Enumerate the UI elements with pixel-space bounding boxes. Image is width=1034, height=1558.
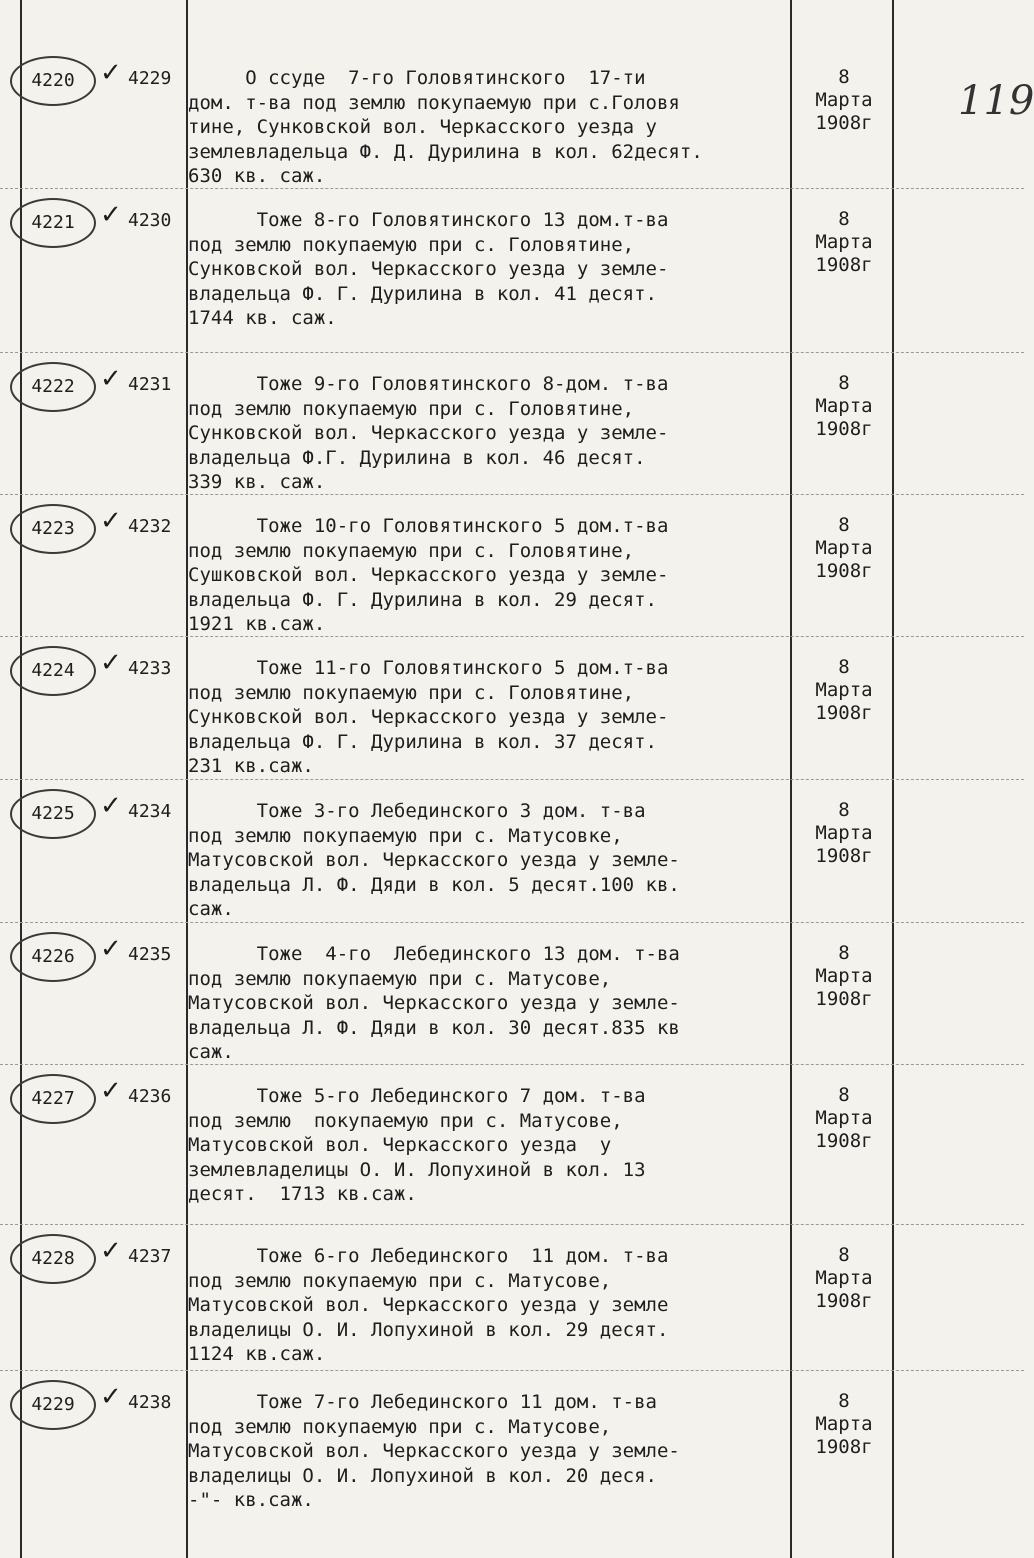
ledger-entry — [0, 1230, 1024, 1370]
ledger-entry — [0, 928, 1024, 1068]
entry-date-month: Марта — [815, 1413, 873, 1435]
entry-date-year: 1908г — [815, 988, 873, 1010]
entry-text-line: под землю покупаемую при с. Матусове, — [188, 1415, 612, 1438]
entry-number: 4237 — [128, 1246, 172, 1267]
entry-date-year: 1908г — [815, 1290, 873, 1312]
entry-text — [188, 1390, 790, 1513]
ledger-entry — [0, 1376, 1024, 1516]
entry-text — [188, 372, 790, 495]
entry-text — [188, 514, 790, 637]
entry-text-line: Сунковской вол. Черкасского уезда у земле- — [188, 258, 669, 280]
entry-date-day: 8 — [838, 942, 850, 964]
entry-date-day: 8 — [838, 656, 850, 678]
entry-number-circled: 4226 — [10, 932, 96, 982]
entry-text-line: владельца Л. Ф. Дяди в кол. 30 десят.835 кв — [188, 1016, 680, 1039]
entry-text-line: Тоже 9-го Головятинского 8-дом. т-ва — [188, 373, 669, 395]
entry-text-line: владельца Ф.Г. Дурилина в кол. 46 десят. — [188, 446, 646, 469]
entry-text-line: Матусовской вол. Черкасского уезда у земле- — [188, 1440, 680, 1462]
entry-text-line: Матусовской вол. Черкасского уезда у — [188, 1134, 612, 1156]
entry-text-line: Тоже 7-го Лебединского 11 дом. т-ва — [188, 1391, 657, 1413]
checkmark-icon: ✓ — [100, 791, 122, 821]
entry-date — [796, 66, 892, 135]
entry-number-circled: 4229 — [10, 1380, 96, 1430]
entry-date-year: 1908г — [815, 254, 873, 276]
entry-text-line: -"- кв.саж. — [188, 1489, 314, 1511]
entry-text-line: землевладельца Ф. Д. Дурилина в кол. 62десят. — [188, 140, 703, 163]
entry-text — [188, 66, 790, 189]
entry-text-line: Тоже 8-го Головятинского 13 дом.т-ва — [188, 209, 669, 231]
entry-text-line: владелицы О. И. Лопухиной в кол. 29 десят. — [188, 1318, 669, 1341]
entry-text-line: под землю покупаемую при с. Матусове, — [188, 1109, 623, 1132]
entry-text-line: владелицы О. И. Лопухиной в кол. 20 деся. — [188, 1464, 657, 1487]
entry-date — [796, 372, 892, 441]
entry-text-line: саж. — [188, 1041, 234, 1063]
checkmark-icon: ✓ — [100, 648, 122, 678]
entry-date-day: 8 — [838, 1244, 850, 1266]
entry-text — [188, 799, 790, 922]
ledger-entry — [0, 194, 1024, 334]
entry-number: 4235 — [128, 944, 172, 965]
checkmark-icon: ✓ — [100, 1382, 122, 1412]
entry-date — [796, 656, 892, 725]
ledger-entry — [0, 1070, 1024, 1210]
entry-date-day: 8 — [838, 1084, 850, 1106]
entry-date-month: Марта — [815, 965, 873, 987]
entry-number: 4234 — [128, 801, 172, 822]
row-divider — [0, 1224, 1024, 1225]
entry-number: 4236 — [128, 1086, 172, 1107]
row-divider — [0, 1370, 1024, 1371]
entry-date-month: Марта — [815, 395, 873, 417]
ledger-entry — [0, 500, 1024, 640]
entry-text-line: владельца Ф. Г. Дурилина в кол. 37 десят. — [188, 730, 657, 753]
entry-date-day: 8 — [838, 66, 850, 88]
entry-number-circled: 4224 — [10, 646, 96, 696]
entry-date — [796, 942, 892, 1011]
entry-text-line: под землю покупаемую при с. Головятине, — [188, 233, 635, 256]
entry-text-line: под землю покупаемую при с. Головятине, — [188, 681, 635, 704]
entry-text-line: Тоже 10-го Головятинского 5 дом.т-ва — [188, 515, 669, 537]
row-divider — [0, 352, 1024, 353]
entry-text-line: под землю покупаемую при с. Головятине, — [188, 397, 635, 420]
row-divider — [0, 188, 1024, 189]
entry-text-line: Сушковской вол. Черкасского уезда у земле- — [188, 564, 669, 586]
entry-text-line: Тоже 6-го Лебединского 11 дом. т-ва — [188, 1245, 669, 1267]
entry-text-line: под землю покупаемую при с. Матусове, — [188, 1269, 612, 1292]
entry-text — [188, 656, 790, 779]
row-divider — [0, 1064, 1024, 1065]
entry-number: 4238 — [128, 1392, 172, 1413]
entry-text-line: владельца Л. Ф. Дяди в кол. 5 десят.100 кв. — [188, 873, 680, 896]
checkmark-icon: ✓ — [100, 1236, 122, 1266]
entry-number-circled: 4222 — [10, 362, 96, 412]
row-divider — [0, 779, 1024, 780]
entry-text-line: Тоже 3-го Лебединского 3 дом. т-ва — [188, 800, 646, 822]
entry-text-line: владельца Ф. Г. Дурилина в кол. 29 десят. — [188, 588, 657, 611]
entry-date-day: 8 — [838, 208, 850, 230]
entry-date — [796, 799, 892, 868]
entry-date-year: 1908г — [815, 560, 873, 582]
entry-date-day: 8 — [838, 799, 850, 821]
entry-text-line: 339 кв. саж. — [188, 471, 326, 493]
entry-text-line: 630 кв. саж. — [188, 165, 326, 187]
entry-date — [796, 1084, 892, 1153]
entry-text-line: землевладелицы О. И. Лопухиной в кол. 13 — [188, 1158, 646, 1181]
entry-text — [188, 208, 790, 331]
entry-text-line: Матусовской вол. Черкасского уезда у земле- — [188, 992, 680, 1014]
entry-date-year: 1908г — [815, 1436, 873, 1458]
checkmark-icon: ✓ — [100, 364, 122, 394]
checkmark-icon: ✓ — [100, 506, 122, 536]
entry-text-line: О ссуде 7-го Головятинского 17-ти — [188, 67, 646, 89]
entry-text-line: дом. т-ва под землю покупаемую при с.Головя — [188, 91, 680, 114]
entry-text-line: 1744 кв. саж. — [188, 307, 337, 329]
checkmark-icon: ✓ — [100, 1076, 122, 1106]
entry-text-line: Сунковской вол. Черкасского уезда у земле- — [188, 422, 669, 444]
entry-text-line: Сунковской вол. Черкасского уезда у земле- — [188, 706, 669, 728]
entry-date-year: 1908г — [815, 702, 873, 724]
entry-date-year: 1908г — [815, 1130, 873, 1152]
ledger-entry — [0, 642, 1024, 782]
entry-date — [796, 514, 892, 583]
entry-date-day: 8 — [838, 372, 850, 394]
entry-text-line: Тоже 11-го Головятинского 5 дом.т-ва — [188, 657, 669, 679]
entry-number: 4230 — [128, 210, 172, 231]
entry-date-month: Марта — [815, 679, 873, 701]
entry-number-circled: 4225 — [10, 789, 96, 839]
entry-number: 4233 — [128, 658, 172, 679]
entry-text — [188, 1084, 790, 1207]
entry-text-line: под землю покупаемую при с. Матусове, — [188, 967, 612, 990]
entry-text-line: Тоже 5-го Лебединского 7 дом. т-ва — [188, 1085, 646, 1107]
entry-number-circled: 4223 — [10, 504, 96, 554]
checkmark-icon: ✓ — [100, 200, 122, 230]
entry-date — [796, 1390, 892, 1459]
entry-number-circled: 4220 — [10, 56, 96, 106]
entry-number-circled: 4228 — [10, 1234, 96, 1284]
entry-number: 4229 — [128, 68, 172, 89]
entry-text-line: саж. — [188, 898, 234, 920]
entry-number: 4232 — [128, 516, 172, 537]
entry-number-circled: 4221 — [10, 198, 96, 248]
entry-date — [796, 208, 892, 277]
entry-text-line: 1921 кв.саж. — [188, 613, 326, 635]
entry-date-month: Марта — [815, 89, 873, 111]
entry-text-line: под землю покупаемую при с. Матусовке, — [188, 824, 623, 847]
ledger-entry — [0, 785, 1024, 925]
entry-date-year: 1908г — [815, 112, 873, 134]
entry-text-line: Матусовской вол. Черкасского уезда у земле — [188, 1294, 669, 1316]
ledger-entry — [0, 52, 1024, 192]
entry-number: 4231 — [128, 374, 172, 395]
entry-text-line: десят. 1713 кв.саж. — [188, 1183, 417, 1205]
entry-text-line: 1124 кв.саж. — [188, 1343, 326, 1365]
entry-text-line: владельца Ф. Г. Дурилина в кол. 41 десят. — [188, 282, 657, 305]
entry-text-line: 231 кв.саж. — [188, 755, 314, 777]
entry-text-line: под землю покупаемую при с. Головятине, — [188, 539, 635, 562]
checkmark-icon: ✓ — [100, 934, 122, 964]
entry-date — [796, 1244, 892, 1313]
entry-date-month: Марта — [815, 231, 873, 253]
entry-date-day: 8 — [838, 514, 850, 536]
entry-text — [188, 942, 790, 1065]
entry-date-month: Марта — [815, 537, 873, 559]
checkmark-icon: ✓ — [100, 58, 122, 88]
entry-text-line: Тоже 4-го Лебединского 13 дом. т-ва — [188, 943, 680, 965]
entry-date-month: Марта — [815, 1107, 873, 1129]
entry-text — [188, 1244, 790, 1367]
row-divider — [0, 922, 1024, 923]
entry-number-circled: 4227 — [10, 1074, 96, 1124]
entry-date-month: Марта — [815, 1267, 873, 1289]
row-divider — [0, 636, 1024, 637]
entry-date-month: Марта — [815, 822, 873, 844]
entry-date-day: 8 — [838, 1390, 850, 1412]
entry-text-line: тине, Сунковской вол. Черкасского уезда у — [188, 116, 657, 138]
row-divider — [0, 494, 1024, 495]
entry-date-year: 1908г — [815, 845, 873, 867]
entry-date-year: 1908г — [815, 418, 873, 440]
page-number: 119 — [958, 78, 1034, 124]
entry-text-line: Матусовской вол. Черкасского уезда у земле- — [188, 849, 680, 871]
ledger-entry — [0, 358, 1024, 498]
